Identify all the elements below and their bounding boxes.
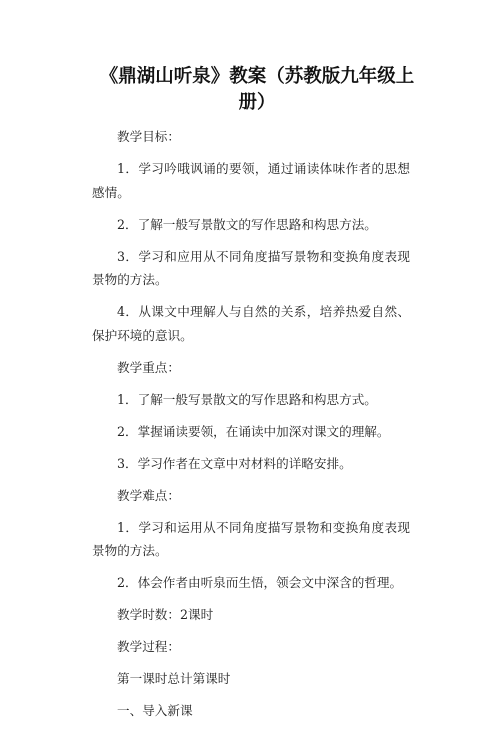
- paragraph-first-lesson: 第一课时总计第课时: [117, 671, 231, 686]
- paragraph-section-objectives: 教学目标：: [117, 129, 180, 144]
- paragraph-key-point-3: 3．学习作者在文章中对材料的详略安排。: [117, 455, 352, 471]
- paragraph-section-key-points: 教学重点：: [117, 359, 180, 375]
- document-body: [92, 125, 410, 731]
- paragraph-difficulty-2: 2．体会作者由听泉而生悟，领会文中深含的哲理。: [117, 575, 403, 590]
- paragraph-objective-2: 2．了解一般写景散文的写作思路和构思方法。: [117, 216, 377, 232]
- paragraph-section-difficulties: 教学难点：: [117, 487, 180, 503]
- paragraph-objective-3: 3．学习和应用从不同角度描写景物和变换角度表现景物的方法。: [92, 248, 410, 287]
- paragraph-objective-1: 1．学习吟哦讽诵的要领，通过诵读体味作者的思想感情。: [92, 161, 410, 200]
- paragraph-difficulty-1: 1．学习和运用从不同角度描写景物和变换角度表现景物的方法。: [92, 519, 410, 558]
- paragraph-objective-4: 4．从课文中理解人与自然的关系，培养热爱自然、保护环境的意识。: [92, 304, 410, 343]
- paragraph-key-point-1: 1．了解一般写景散文的写作思路和构思方式。: [117, 391, 377, 407]
- paragraph-intro-new-lesson: 一、导入新课: [117, 703, 193, 718]
- paragraph-class-hours: 教学时数：2课时: [117, 607, 214, 622]
- document-title: 《鼎湖山听泉》教案（苏教版九年级上册）: [99, 66, 415, 113]
- paragraph-key-point-2: 2．掌握诵读要领，在诵读中加深对课文的理解。: [117, 423, 390, 439]
- paragraph-section-process: 教学过程：: [117, 639, 180, 654]
